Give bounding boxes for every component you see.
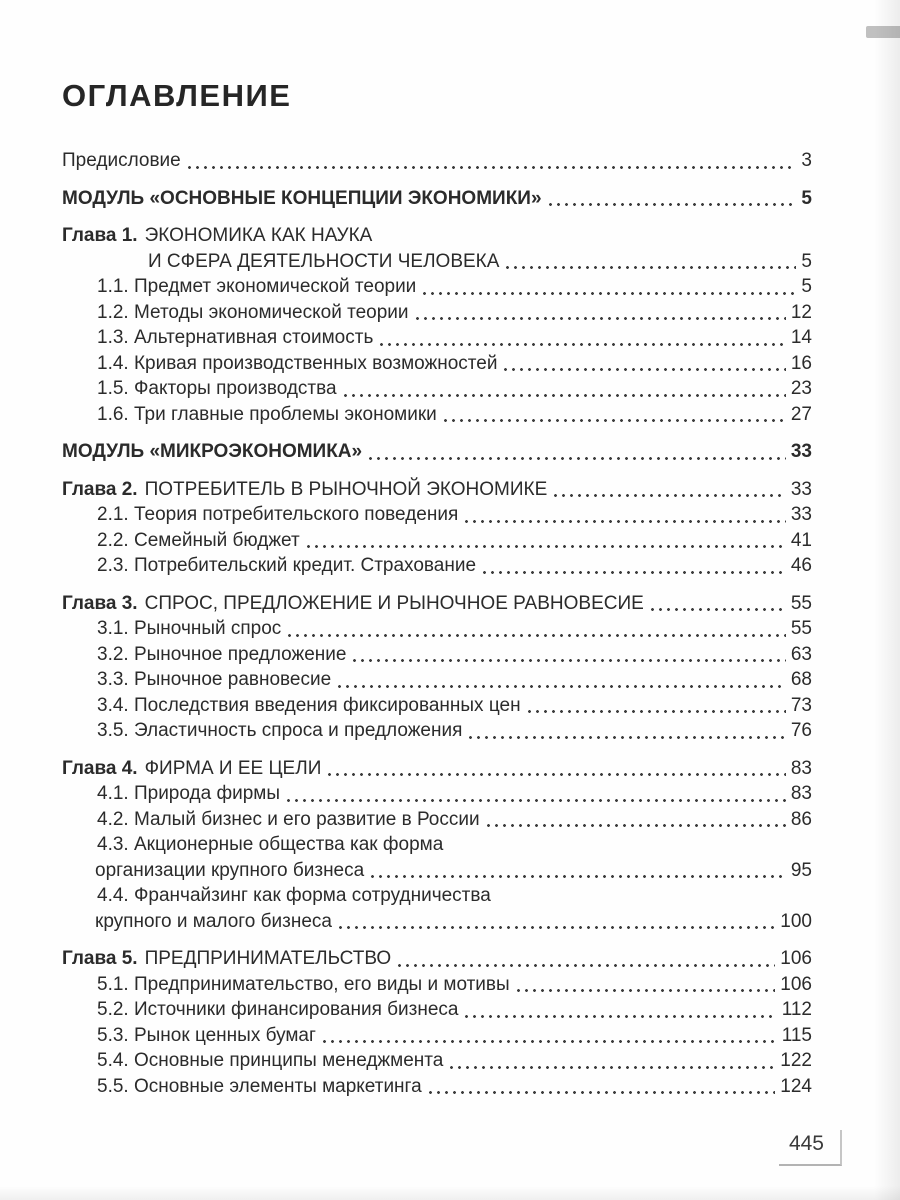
toc-entry-label: 5.5. Основные элементы маркетинга — [97, 1075, 422, 1097]
folio-page-number: 445 — [779, 1130, 842, 1166]
toc-page-number: 100 — [780, 910, 812, 932]
toc-page-number: 23 — [790, 378, 812, 399]
toc-entry-label: 1.3. Альтернативная стоимость — [97, 327, 374, 348]
toc-entry-label: 2.2. Семейный бюджет — [97, 529, 300, 551]
toc-entry — [62, 528, 812, 554]
toc-entry — [62, 1023, 812, 1049]
toc-line — [62, 300, 812, 326]
toc-entry-label: 2.1. Теория потребительского поведения — [97, 504, 459, 525]
toc-line — [62, 553, 812, 579]
toc-entry-label: 3.5. Эластичность спроса и предложения — [97, 720, 463, 741]
toc-line — [62, 1048, 812, 1074]
toc-page-number: 115 — [781, 1024, 812, 1046]
toc-page-number: 5 — [801, 276, 812, 297]
dot-leader — [188, 166, 797, 169]
toc-entry — [62, 781, 812, 807]
toc-page-number: 3 — [801, 150, 812, 171]
toc-page-number: 106 — [780, 948, 812, 969]
toc-page-number: 83 — [790, 783, 812, 804]
dot-leader — [344, 394, 786, 397]
toc-entry — [62, 325, 812, 351]
toc-line — [62, 223, 812, 249]
dot-leader — [465, 1015, 776, 1018]
page-edge-right — [874, 0, 900, 1200]
toc-entry — [62, 439, 812, 465]
toc-line — [62, 325, 812, 351]
toc-list — [62, 148, 812, 1099]
toc-entry-label: крупного и малого бизнеса — [95, 910, 332, 932]
toc-entry-label: 1.5. Факторы производства — [97, 378, 337, 399]
dot-leader — [651, 608, 786, 611]
toc-entry — [62, 1074, 812, 1100]
toc-line — [62, 439, 812, 465]
toc-page-number: 73 — [790, 694, 812, 716]
toc-line — [62, 274, 812, 300]
dot-leader — [450, 1066, 775, 1069]
toc-entry-label: 1.2. Методы экономической теории — [97, 301, 409, 323]
toc-entry — [62, 972, 812, 998]
dot-leader — [423, 292, 796, 295]
toc-entry — [62, 591, 812, 617]
toc-entry-prefix: Глава 3. — [62, 592, 138, 614]
toc-line — [62, 883, 812, 909]
toc-page-number: 124 — [780, 1075, 812, 1097]
dot-leader — [483, 571, 786, 574]
toc-line — [62, 909, 812, 935]
toc-entry-label: И СФЕРА ДЕЯТЕЛЬНОСТИ ЧЕЛОВЕКА — [148, 250, 500, 272]
toc-entry-label: СПРОС, ПРЕДЛОЖЕНИЕ И РЫНОЧНОЕ РАВНОВЕСИЕ — [144, 592, 644, 614]
toc-page-number: 95 — [790, 859, 812, 881]
toc-line — [62, 756, 812, 782]
dot-leader — [416, 317, 786, 320]
dot-leader — [517, 989, 776, 992]
toc-line — [62, 502, 812, 528]
dot-leader — [380, 343, 786, 346]
toc-entry — [62, 402, 812, 428]
dot-leader — [429, 1091, 776, 1094]
toc-line — [62, 858, 812, 884]
toc-line — [62, 781, 812, 807]
toc-entry-label: 3.1. Рыночный спрос — [97, 618, 282, 639]
toc-line — [62, 616, 812, 642]
toc-page-number: 106 — [780, 973, 812, 995]
dot-leader — [353, 659, 785, 662]
toc-line — [62, 667, 812, 693]
toc-page-number: 55 — [790, 592, 812, 614]
toc-entry-label: 4.2. Малый бизнес и его развитие в России — [97, 808, 480, 830]
toc-entry — [62, 718, 812, 744]
toc-page-number: 41 — [790, 529, 812, 551]
toc-line — [62, 693, 812, 719]
toc-entry-label: 5.3. Рынок ценных бумаг — [97, 1024, 316, 1046]
toc-entry-label: организации крупного бизнеса — [95, 859, 365, 881]
toc-page-number: 68 — [790, 669, 812, 690]
toc-line — [62, 477, 812, 503]
toc-line — [62, 997, 812, 1023]
toc-entry — [62, 1048, 812, 1074]
toc-page-number: 33 — [790, 504, 812, 525]
toc-entry-label: 5.4. Основные принципы менеджмента — [97, 1050, 444, 1071]
toc-entry — [62, 186, 812, 212]
dot-leader — [465, 520, 786, 523]
toc-entry-label: ПОТРЕБИТЕЛЬ В РЫНОЧНОЙ ЭКОНОМИКЕ — [144, 478, 548, 500]
toc-entry — [62, 883, 812, 934]
toc-page-number: 55 — [790, 618, 812, 639]
toc-entry-label: 4.4. Франчайзинг как форма сотрудничества — [97, 885, 491, 906]
toc-entry — [62, 693, 812, 719]
toc-entry-label: МОДУЛЬ «МИКРОЭКОНОМИКА» — [62, 441, 363, 462]
toc-line — [62, 402, 812, 428]
dot-leader — [371, 875, 786, 878]
toc-entry-label: 4.1. Природа фирмы — [97, 783, 280, 804]
dot-leader — [287, 799, 786, 802]
page-title: ОГЛАВЛЕНИЕ — [62, 78, 292, 113]
toc-line — [62, 972, 812, 998]
toc-line — [62, 807, 812, 833]
dot-leader — [369, 457, 786, 460]
toc-entry-prefix: Глава 2. — [62, 478, 138, 500]
dot-leader — [339, 926, 775, 929]
toc-entry — [62, 832, 812, 883]
toc-entry — [62, 300, 812, 326]
toc-entry — [62, 274, 812, 300]
toc-page-number: 86 — [790, 808, 812, 830]
dot-leader — [444, 419, 786, 422]
toc-page-number: 83 — [790, 757, 812, 779]
toc-entry-label: ФИРМА И ЕЕ ЦЕЛИ — [144, 757, 322, 779]
toc-entry-label: 5.1. Предпринимательство, его виды и мотивы — [97, 973, 510, 995]
toc-entry — [62, 477, 812, 503]
toc-entry-label: ЭКОНОМИКА КАК НАУКА — [144, 225, 373, 246]
toc-entry-label: 3.2. Рыночное предложение — [97, 643, 347, 665]
toc-page-number: 33 — [790, 478, 812, 500]
toc-entry — [62, 807, 812, 833]
toc-entry — [62, 997, 812, 1023]
toc-entry — [62, 148, 812, 174]
toc-page-number: 14 — [790, 327, 812, 348]
dot-leader — [323, 1040, 777, 1043]
toc-page-number: 46 — [790, 555, 812, 576]
toc-page-number: 33 — [790, 441, 812, 462]
toc-line — [62, 591, 812, 617]
toc-entry-label: 1.6. Три главные проблемы экономики — [97, 403, 437, 425]
dot-leader — [549, 203, 797, 206]
toc-entry — [62, 946, 812, 972]
toc-line — [62, 718, 812, 744]
dot-leader — [328, 773, 786, 776]
toc-page-number: 122 — [780, 1050, 812, 1071]
toc-line — [62, 946, 812, 972]
toc-entry-label: 2.3. Потребительский кредит. Страхование — [97, 555, 477, 576]
toc-page-number: 27 — [790, 403, 812, 425]
toc-page-number: 76 — [790, 720, 812, 741]
toc-entry — [62, 642, 812, 668]
toc-content — [62, 78, 812, 1099]
page-edge-bottom — [0, 1186, 900, 1200]
toc-entry-label: 3.4. Последствия введения фиксированных цен — [97, 694, 521, 716]
toc-line — [62, 376, 812, 402]
dot-leader — [504, 368, 785, 371]
toc-line — [62, 148, 812, 174]
toc-entry — [62, 616, 812, 642]
toc-entry-label: Предисловие — [62, 150, 181, 171]
toc-entry-prefix: Глава 4. — [62, 757, 138, 779]
toc-entry — [62, 223, 812, 274]
dot-leader — [338, 685, 786, 688]
toc-page-number: 12 — [790, 301, 812, 323]
toc-entry-label: 1.1. Предмет экономической теории — [97, 276, 417, 297]
toc-line — [62, 642, 812, 668]
toc-entry — [62, 756, 812, 782]
dot-leader — [487, 824, 786, 827]
dot-leader — [528, 710, 786, 713]
toc-entry-label: 1.4. Кривая производственных возможностей — [97, 352, 498, 374]
toc-line — [62, 186, 812, 212]
toc-entry — [62, 376, 812, 402]
dot-leader — [506, 266, 796, 269]
toc-entry-label: МОДУЛЬ «ОСНОВНЫЕ КОНЦЕПЦИИ ЭКОНОМИКИ» — [62, 187, 542, 209]
toc-entry — [62, 667, 812, 693]
toc-entry-label: 3.3. Рыночное равновесие — [97, 669, 332, 690]
toc-page-number: 63 — [790, 643, 812, 665]
toc-entry — [62, 553, 812, 579]
toc-line — [62, 1074, 812, 1100]
toc-page-number: 16 — [790, 352, 812, 374]
toc-entry — [62, 351, 812, 377]
scan-corner-mark — [866, 26, 900, 38]
toc-page-number: 112 — [781, 999, 812, 1020]
toc-line — [62, 249, 812, 275]
toc-line — [62, 832, 812, 858]
toc-entry — [62, 502, 812, 528]
dot-leader — [469, 736, 785, 739]
toc-entry-label: ПРЕДПРИНИМАТЕЛЬСТВО — [144, 948, 392, 969]
dot-leader — [307, 545, 786, 548]
toc-page-number: 5 — [801, 250, 812, 272]
dot-leader — [288, 634, 786, 637]
toc-entry-prefix: Глава 1. — [62, 225, 138, 246]
toc-line — [62, 351, 812, 377]
dot-leader — [554, 494, 786, 497]
dot-leader — [398, 964, 775, 967]
toc-line — [62, 528, 812, 554]
toc-entry-label: 4.3. Акционерные общества как форма — [97, 834, 444, 855]
toc-page-number: 5 — [801, 187, 812, 209]
toc-entry-prefix: Глава 5. — [62, 948, 138, 969]
toc-entry-label: 5.2. Источники финансирования бизнеса — [97, 999, 459, 1020]
toc-line — [62, 1023, 812, 1049]
